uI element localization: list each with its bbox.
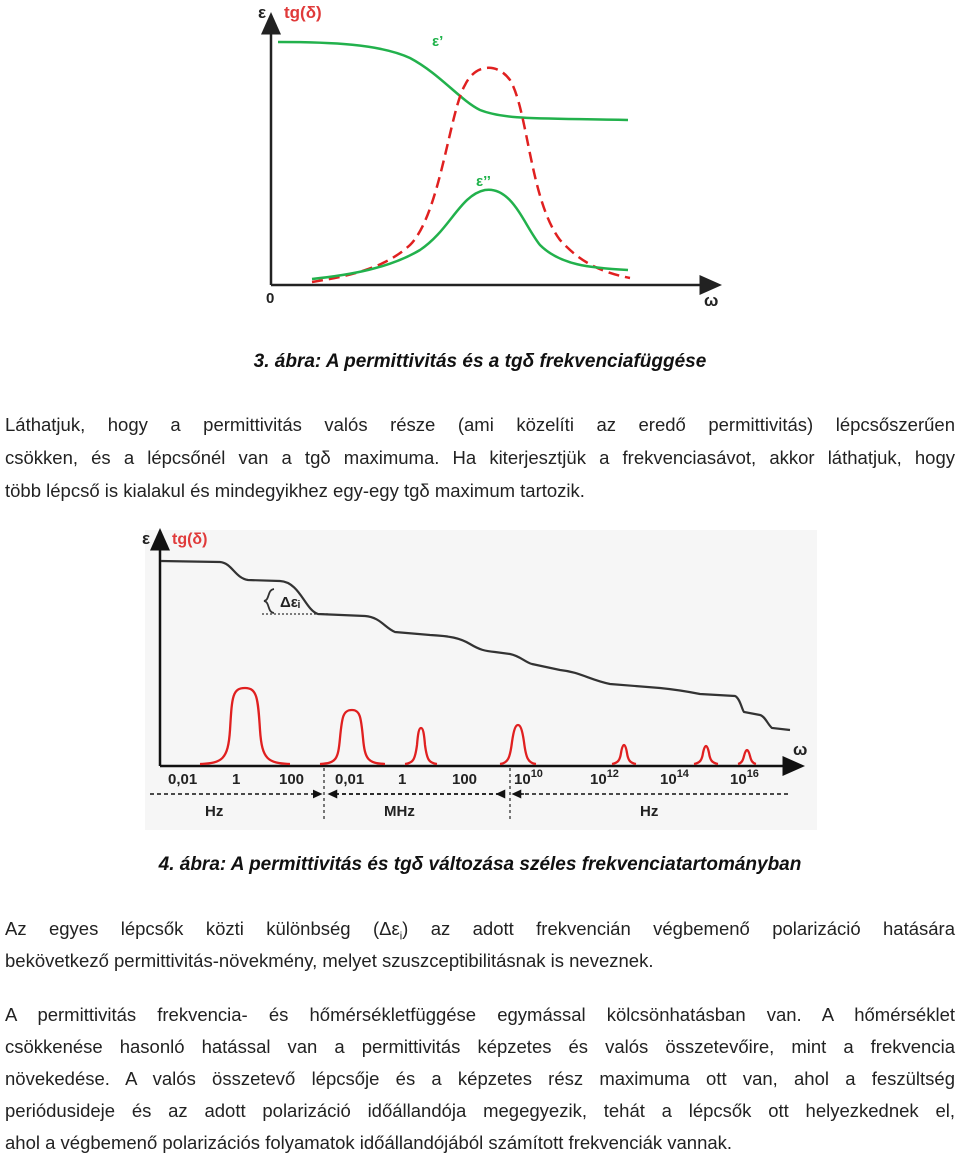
paragraph-3-line: periódusideje és az adott polarizáció időállandója megegyezik, tehát a lépcsők ott helyezkednek el, [5, 1100, 955, 1121]
tick-label-pow: $10^{16}$ [730, 768, 759, 788]
tick-label: 100 [452, 771, 478, 788]
tick-label: 1 [232, 771, 241, 788]
band-label: MHz [384, 803, 415, 820]
tick-label: 0,01 [168, 771, 198, 788]
y-label-eps: ε [142, 529, 151, 548]
figure-3-caption: 3. ábra: A permittivitás és a tgδ frekvenciafüggése [253, 351, 707, 372]
y-label-tg: tg(δ) [284, 3, 322, 22]
y-label-tg: tg(δ) [172, 531, 208, 548]
tg-delta-curve [312, 68, 630, 282]
figure-4-caption: 4. ábra: A permittivitás és tgδ változása széles frekvenciatartományban [158, 854, 802, 875]
figure-3-plot [0, 0, 960, 330]
paragraph-2-subscript: i [399, 930, 403, 943]
paragraph-2 [5, 913, 955, 977]
band-label: Hz [640, 803, 659, 820]
paragraph-3-line: növekedése. A valós összetevő lépcsője és a képzetes rész maximuma ott van, ahol a feszültség [5, 1068, 955, 1089]
x-label-omega: ω [793, 740, 808, 759]
eps-real-curve [278, 42, 628, 120]
paragraph-1-line: csökken, és a lépcsőnél van a tgδ maximuma. Ha kiterjesztjük a frekvenciasávot, akkor láthatjuk, hogy [5, 447, 955, 468]
figure-4-plot [0, 520, 960, 840]
y-label-eps: ε [258, 3, 267, 22]
paragraph-3-line: csökkenése hasonló hatással van a permittivitás képzetes és valós összetevőire, mint a frekvencia [5, 1036, 955, 1057]
paragraph-2-line [5, 913, 955, 945]
delta-eps-label: Δεᵢ [280, 594, 301, 611]
paragraph-3-line: A permittivitás frekvencia- és hőmérsékletfüggése egymással kölcsönhatásban van. A hőmérséklet [5, 1004, 955, 1025]
paragraph-1 [5, 408, 955, 507]
paragraph-3-line: ahol a végbemenő polarizációs folyamatok időállandójából számított frekvenciák vannak. [5, 1132, 733, 1153]
tick-label: 100 [279, 771, 305, 788]
paragraph-2-line: bekövetkező permittivitás-növekmény, melyet szuszceptibilitásnak is neveznek. [5, 950, 654, 971]
tick-label-pow: $10^{14}$ [660, 768, 689, 788]
tick-label: 1 [398, 771, 407, 788]
paragraph-3 [5, 999, 955, 1159]
origin-label: 0 [266, 290, 275, 307]
x-label-omega: ω [704, 291, 719, 310]
band-label: Hz [205, 803, 224, 820]
eps-imag-curve [312, 190, 628, 279]
tick-label-pow: $10^{12}$ [590, 768, 619, 788]
tick-label: 0,01 [335, 771, 365, 788]
label-eps-real: ε’ [432, 33, 444, 50]
paragraph-2-text-a: Az egyes lépcsők közti különbség (Δε [5, 918, 400, 939]
paragraph-2-text-b: ) az adott frekvencián végbemenő polarizáció hatására [402, 918, 955, 939]
label-eps-imag: ε’’ [476, 173, 491, 190]
paragraph-1-line: Láthatjuk, hogy a permittivitás valós része (ami közelíti az eredő permittivitás) lépcsőszerűen [5, 414, 955, 435]
paragraph-1-line: több lépcső is kialakul és mindegyikhez egy-egy tgδ maximum tartozik. [5, 480, 585, 501]
tick-label-pow: $10^{10}$ [514, 768, 543, 788]
